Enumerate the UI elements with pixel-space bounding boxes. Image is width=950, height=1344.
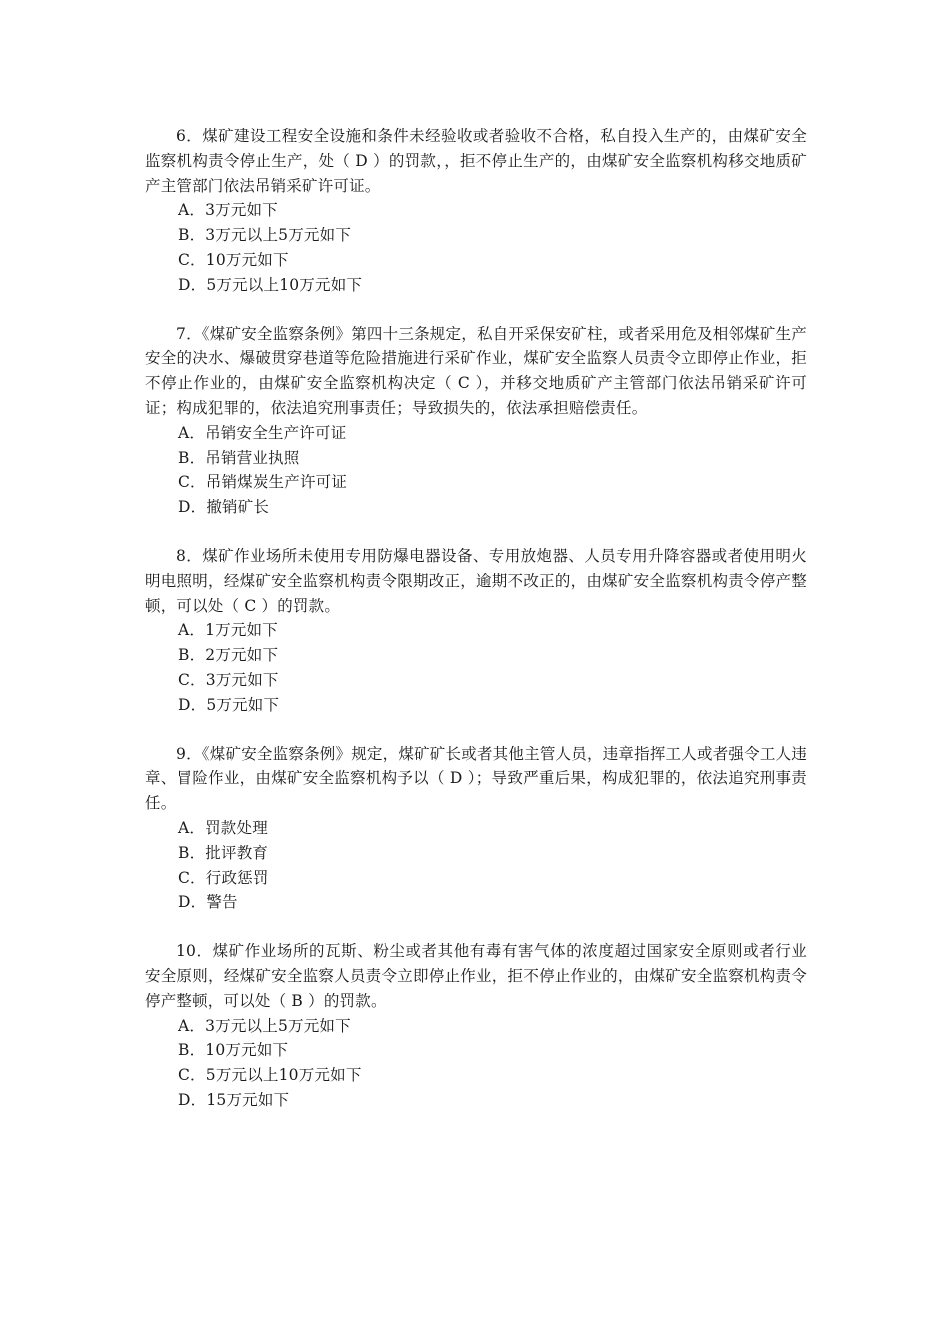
option-d: D．15万元如下 (178, 1090, 290, 1109)
option-list (145, 198, 807, 297)
option-c: C．3万元如下 (178, 670, 279, 689)
question-8 (145, 544, 807, 718)
question-9 (145, 742, 807, 916)
option-c: C．5万元以上10万元如下 (178, 1066, 362, 1085)
option-c: C．10万元如下 (178, 250, 289, 269)
option-a: A．罚款处理 (178, 818, 268, 837)
option-list (145, 618, 807, 717)
document-page (145, 124, 807, 1137)
option-d: D．5万元如下 (178, 695, 280, 714)
option-a: A．3万元如下 (178, 201, 278, 220)
option-b: B．批评教育 (178, 843, 269, 862)
option-d: D．警告 (178, 893, 238, 912)
option-list (145, 1014, 807, 1113)
option-list (145, 421, 807, 520)
question-stem: 8．煤矿作业场所未使用专用防爆电器设备、专用放炮器、人员专用升降容器或者使用明火明电照明，经煤矿安全监察机构责令限期改正，逾期不改正的，由煤矿安全监察机构责令停产整顿，可以处（ C ）的罚款。 (145, 546, 807, 615)
option-a: A．3万元以上5万元如下 (178, 1016, 351, 1035)
option-b: B．3万元以上5万元如下 (178, 226, 352, 245)
question-stem: 10．煤矿作业场所的瓦斯、粉尘或者其他有毒有害气体的浓度超过国家安全原则或者行业安全原则，经煤矿安全监察人员责令立即停止作业，拒不停止作业的，由煤矿安全监察机构责令停产整顿，可以处（ B ）的罚款。 (145, 942, 807, 1010)
option-c: C．吊销煤炭生产许可证 (178, 473, 348, 492)
option-a: A．吊销安全生产许可证 (178, 423, 347, 442)
option-c: C．行政惩罚 (178, 868, 269, 887)
question-10 (145, 939, 807, 1113)
option-d: D．撤销矿长 (178, 498, 270, 517)
question-7 (145, 322, 807, 520)
option-b: B．10万元如下 (178, 1041, 289, 1060)
question-stem: 9．《煤矿安全监察条例》规定，煤矿矿长或者其他主管人员，违章指挥工人或者强令工人违章、冒险作业，由煤矿安全监察机构予以（ D ）；导致严重后果，构成犯罪的，依法追究刑事责任。 (145, 744, 807, 813)
option-b: B．2万元如下 (178, 646, 279, 665)
option-a: A．1万元如下 (178, 621, 278, 640)
option-list (145, 816, 807, 915)
option-d: D．5万元以上10万元如下 (178, 275, 363, 294)
option-b: B．吊销营业执照 (178, 448, 300, 467)
question-stem: 7．《煤矿安全监察条例》第四十三条规定，私自开采保安矿柱，或者采用危及相邻煤矿生产安全的决水、爆破贯穿巷道等危险措施进行采矿作业，煤矿安全监察人员责令立即停止作业，拒不停止作业的，由煤矿安全监察机构决定（ C ），并移交地质矿产主管部门依法吊销采矿许可证；构成犯罪的，依法追究刑事责任；导致损失的，依法承担赔偿责任。 (145, 324, 807, 417)
question-6 (145, 124, 807, 298)
question-stem: 6．煤矿建设工程安全设施和条件未经验收或者验收不合格，私自投入生产的，由煤矿安全监察机构责令停止生产，处（ D ）的罚款，，拒不停止生产的，由煤矿安全监察机构移交地质矿产主管部门依法吊销采矿许可证。 (145, 127, 807, 195)
